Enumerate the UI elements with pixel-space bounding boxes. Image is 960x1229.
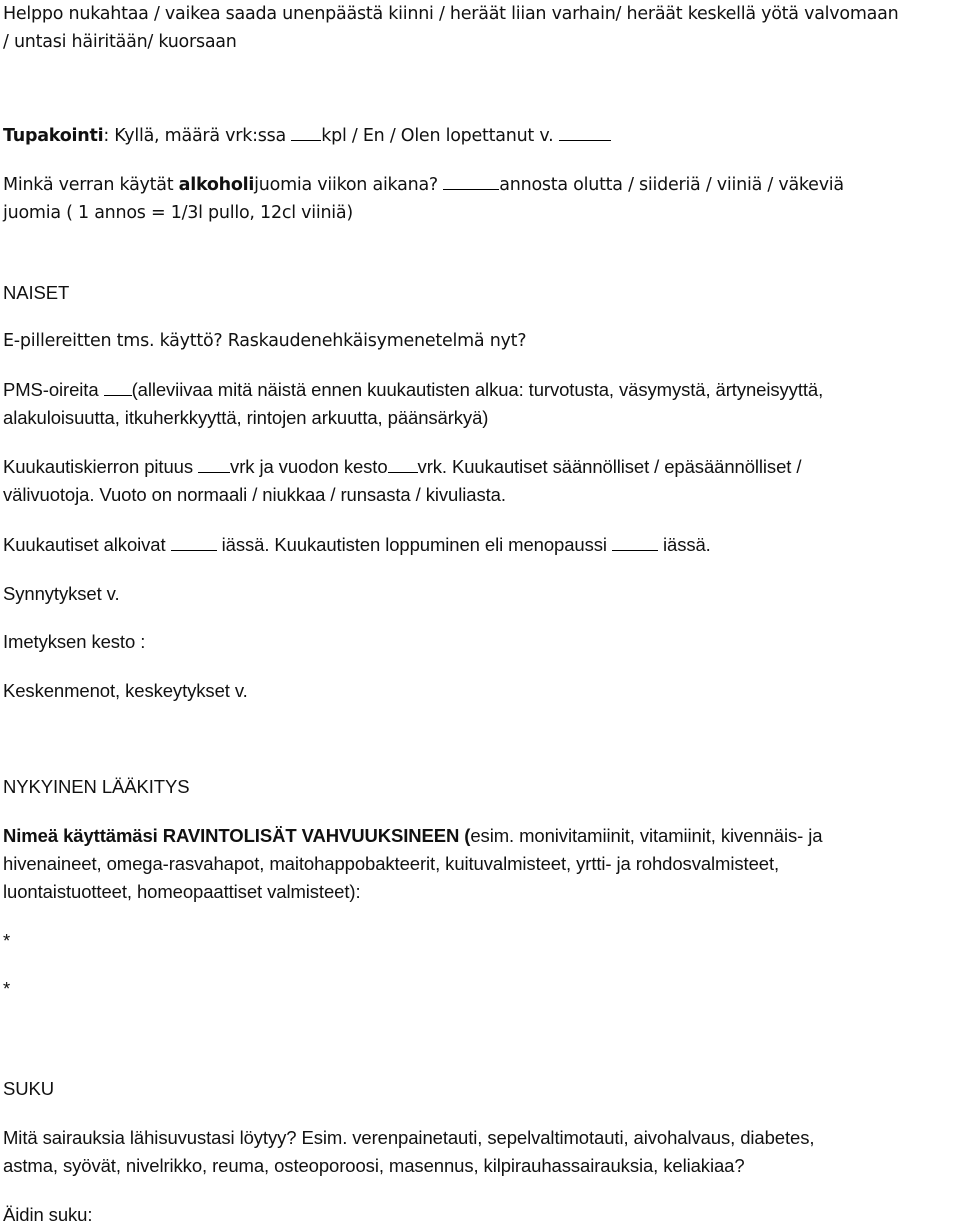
pms-text-b: (alleviivaa mitä näistä ennen kuukautisten alkua: turvotusta, väsymystä, ärtyneisyyttä,	[131, 379, 824, 400]
alcohol-question	[3, 171, 957, 227]
menarche-text-b: iässä. Kuukautisten loppuminen eli menopaussi	[216, 534, 612, 555]
supplements-line-1	[3, 822, 957, 850]
medication-heading: NYKYINEN LÄÄKITYS	[3, 776, 190, 797]
cycle-line-1	[3, 453, 957, 481]
cycle-length-blank[interactable]	[198, 454, 230, 473]
supplement-bullet-2: *	[3, 978, 11, 999]
menarche-text-c: iässä.	[657, 534, 711, 555]
menarche-text-a: Kuukautiset alkoivat	[3, 534, 171, 555]
miscarriages-question: Keskenmenot, keskeytykset v.	[3, 680, 248, 701]
sleep-line-1: Helppo nukahtaa / vaikea saada unenpäästä kiinni / heräät liian varhain/ heräät keskellä yötä valvomaan	[3, 4, 899, 24]
mother-family-label: Äidin suku:	[3, 1204, 93, 1225]
family-line-2: astma, syövät, nivelrikko, reuma, osteoporoosi, masennus, kilpirauhassairauksia, keliakiaa?	[3, 1155, 745, 1176]
alcohol-text-c: annosta olutta / siideriä / viiniä / väkeviä	[499, 175, 844, 195]
alcohol-line-2: juomia ( 1 annos = 1/3l pullo, 12cl viiniä)	[3, 203, 353, 223]
breastfeeding-question: Imetyksen kesto :	[3, 631, 146, 652]
pms-line-2: alakuloisuutta, itkuherkkyyttä, rintojen arkuutta, päänsärkyä)	[3, 407, 489, 428]
supplements-bold: Nimeä käyttämäsi RAVINTOLISÄT VAHVUUKSINEEN (	[3, 825, 471, 846]
sleep-line-2: / untasi häiritään/ kuorsaan	[3, 32, 237, 52]
bleeding-duration-blank[interactable]	[388, 454, 418, 473]
supplements-line-3: luontaistuotteet, homeopaattiset valmisteet):	[3, 881, 361, 902]
family-diseases-question	[3, 1124, 957, 1180]
smoking-text-b: kpl / En / Olen lopettanut v.	[321, 126, 559, 146]
cycle-text-c: vrk. Kuukautiset säännölliset / epäsäännölliset /	[417, 456, 802, 477]
women-heading: NAISET	[3, 282, 70, 303]
menopause-age-blank[interactable]	[612, 532, 658, 551]
alcohol-text-a: Minkä verran käytät	[3, 175, 179, 195]
cycle-question	[3, 453, 957, 509]
pms-text-a: PMS-oireita	[3, 379, 104, 400]
cycle-text-a: Kuukautiskierron pituus	[3, 456, 199, 477]
supplements-line-2: hivenaineet, omega-rasvahapot, maitohappobakteerit, kuituvalmisteet, yrtti- ja rohdosvalmisteet,	[3, 853, 780, 874]
smoking-quit-year-blank[interactable]	[559, 122, 611, 141]
alcohol-portions-blank[interactable]	[443, 171, 499, 190]
contraception-question: E-pillereitten tms. käyttö? Raskaudenehkäisymenetelmä nyt?	[3, 331, 527, 351]
births-question: Synnytykset v.	[3, 583, 120, 604]
family-line-1: Mitä sairauksia lähisuvustasi löytyy? Esim. verenpainetauti, sepelvaltimotauti, aivohalvaus, diabetes,	[3, 1127, 815, 1148]
alcohol-bold: alkoholi	[178, 175, 255, 195]
alcohol-line-1	[3, 171, 957, 199]
smoking-label: Tupakointi	[3, 126, 104, 146]
menarche-age-blank[interactable]	[171, 532, 217, 551]
smoking-question	[3, 122, 957, 150]
cycle-line-2: välivuotoja. Vuoto on normaali / niukkaa / runsasta / kivuliasta.	[3, 484, 506, 505]
smoking-text-a: : Kyllä, määrä vrk:ssa	[103, 126, 292, 146]
pms-question	[3, 376, 957, 432]
supplements-question	[3, 822, 957, 906]
menarche-question	[3, 531, 957, 559]
family-heading: SUKU	[3, 1078, 54, 1099]
smoking-amount-blank[interactable]	[291, 122, 321, 141]
supplement-bullet-1: *	[3, 930, 11, 951]
alcohol-text-b: juomia viikon aikana?	[254, 175, 444, 195]
sleep-options	[3, 0, 957, 56]
cycle-text-b: vrk ja vuodon kesto	[230, 456, 388, 477]
pms-blank[interactable]	[104, 377, 132, 396]
pms-line-1	[3, 376, 957, 404]
supplements-text: esim. monivitamiinit, vitamiinit, kivennäis- ja	[470, 825, 823, 846]
